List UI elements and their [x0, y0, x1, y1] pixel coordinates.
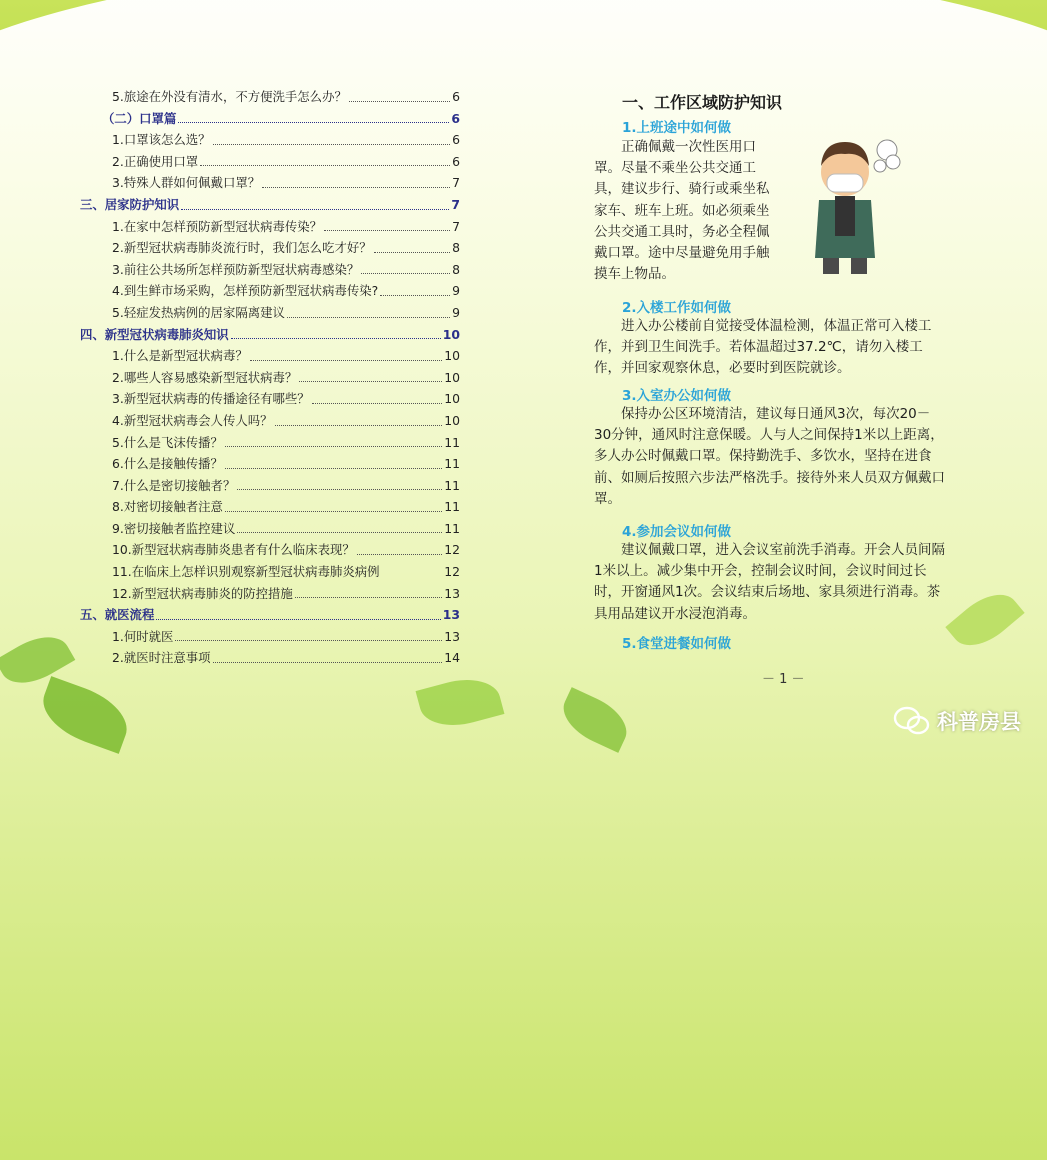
toc-entry-title: 11.在临床上怎样识别观察新型冠状病毒肺炎病例	[112, 564, 380, 580]
toc-entry-title: 4.到生鲜市场采购，怎样预防新型冠状病毒传染?	[112, 283, 379, 299]
toc-entry	[80, 561, 460, 583]
paragraph-line: 罩。尽量不乘坐公共交通工	[594, 160, 756, 177]
toc-page-number: 13	[444, 628, 460, 644]
paragraph-line: 戴口罩。途中尽量避免用手触	[594, 245, 770, 262]
table-of-contents	[80, 86, 460, 669]
toc-page-number: 10	[444, 369, 460, 385]
toc-page-number: 6	[452, 89, 460, 104]
toc-section-entry	[80, 108, 460, 130]
toc-leader-dots	[175, 626, 442, 642]
toc-leader-dots	[250, 345, 442, 361]
toc-leader-dots	[181, 194, 449, 210]
toc-entry-title: 10.新型冠状病毒肺炎患者有什么临床表现？	[112, 542, 355, 558]
toc-entry-title: 1.在家中怎样预防新型冠状病毒传染？	[112, 218, 323, 234]
toc-entry-title: 12.新型冠状病毒肺炎的防控措施	[112, 585, 293, 601]
toc-entry	[80, 583, 460, 605]
toc-page-number: 12	[444, 564, 460, 580]
toc-entry	[80, 453, 460, 475]
toc-entry-title: 5.旅途在外没有清水，不方便洗手怎么办？	[112, 89, 347, 104]
toc-leader-dots	[349, 86, 450, 102]
toc-page-number: 10	[444, 412, 460, 428]
toc-entry	[80, 647, 460, 669]
paragraph-line: 家车、班车上班。如必须乘坐	[594, 202, 770, 219]
toc-entry	[80, 151, 460, 173]
subsection-title: 5.食堂进餐如何做	[622, 636, 732, 652]
toc-leader-dots	[262, 172, 450, 188]
toc-leader-dots	[156, 604, 440, 620]
toc-entry	[80, 432, 460, 454]
toc-entry	[80, 626, 460, 648]
toc-page-number: 11	[444, 477, 460, 493]
paragraph-line: 正确佩戴一次性医用口	[621, 139, 756, 155]
toc-leader-dots	[225, 453, 442, 469]
toc-page-number: 12	[444, 542, 460, 558]
toc-page-number: 11	[444, 520, 460, 536]
toc-leader-dots	[357, 539, 442, 555]
toc-page-number: 7	[452, 175, 460, 191]
toc-page-number: 11	[444, 434, 460, 450]
toc-page-number: 8	[452, 261, 460, 277]
toc-leader-dots	[361, 259, 450, 275]
toc-page-number: 13	[444, 585, 460, 601]
toc-entry	[80, 172, 460, 194]
toc-page-number: 6	[452, 132, 460, 148]
toc-entry-title: 2.就医时注意事项	[112, 650, 211, 666]
toc-leader-dots	[178, 108, 449, 124]
toc-entry-title: 五、就医流程	[80, 607, 155, 623]
toc-page-number: 14	[444, 650, 460, 666]
toc-entry	[80, 129, 460, 151]
toc-leader-dots	[231, 324, 441, 340]
section-title: 一、工作区域防护知识	[622, 93, 783, 112]
toc-leader-dots	[225, 432, 442, 448]
toc-section-entry	[80, 604, 460, 626]
toc-page-number: 11	[444, 456, 460, 472]
toc-leader-dots	[374, 237, 450, 253]
toc-leader-dots	[213, 647, 443, 663]
toc-page	[0, 0, 523, 752]
toc-entry-title: 2.新型冠状病毒肺炎流行时，我们怎么吃才好？	[112, 240, 372, 256]
toc-page-number: 11	[444, 499, 460, 515]
toc-leader-dots	[382, 561, 443, 577]
toc-leader-dots	[237, 518, 442, 534]
wechat-icon	[893, 706, 931, 736]
section-3-body	[594, 404, 946, 510]
toc-page-number: 10	[444, 348, 460, 364]
toc-leader-dots	[200, 151, 450, 167]
toc-leader-dots	[312, 388, 443, 404]
toc-entry-title: 2.正确使用口罩	[112, 153, 199, 169]
paragraph-line: 具，建议步行、骑行或乘坐私	[594, 181, 770, 198]
toc-entry-title: 3.新型冠状病毒的传播途径有哪些？	[112, 391, 310, 407]
subsection-title: 3.入室办公如何做	[622, 388, 732, 404]
toc-entry-title: 5.轻症发热病例的居家隔离建议	[112, 304, 285, 320]
toc-entry-title: 3.特殊人群如何佩戴口罩？	[112, 175, 261, 191]
toc-leader-dots	[213, 129, 451, 145]
toc-entry	[80, 367, 460, 389]
toc-entry	[80, 475, 460, 497]
toc-page-number: 9	[452, 304, 460, 320]
paragraph-line: 公共交通工具时，务必全程佩	[594, 223, 770, 240]
toc-page-number: 8	[452, 240, 460, 256]
masked-person-illustration	[805, 130, 903, 280]
toc-leader-dots	[380, 280, 450, 296]
toc-entry-title: 6.什么是接触传播？	[112, 456, 223, 472]
toc-entry-title: 9.密切接触者监控建议	[112, 520, 236, 536]
toc-entry	[80, 388, 460, 410]
speech-cloud-icon	[874, 140, 900, 172]
toc-entry-title: 8.对密切接触者注意	[112, 499, 223, 515]
toc-leader-dots	[324, 216, 450, 232]
toc-entry	[80, 302, 460, 324]
toc-leader-dots	[275, 410, 443, 426]
subsection-title: 1.上班途中如何做	[622, 120, 732, 136]
paragraph-line: 摸车上物品。	[594, 266, 675, 283]
toc-section-entry	[80, 194, 460, 216]
toc-page-number: 6	[451, 110, 460, 126]
toc-entry-title: （二）口罩篇	[102, 110, 177, 126]
toc-entry-title: 四、新型冠状病毒肺炎知识	[80, 326, 229, 342]
section-4-body	[594, 540, 946, 625]
toc-entry-title: 5.什么是飞沫传播？	[112, 434, 223, 450]
toc-page-number: 10	[444, 391, 460, 407]
paragraph: 进入办公楼前自觉接受体温检测，体温正常可入楼工作，并到卫生间洗手。若体温超过37.2℃，请勿入楼工作，并回家观察休息，必要时到医院就诊。	[594, 318, 932, 377]
toc-entry-title: 7.什么是密切接触者？	[112, 477, 236, 493]
toc-leader-dots	[237, 475, 442, 491]
toc-entry	[80, 86, 460, 108]
toc-section-entry	[80, 324, 460, 346]
toc-leader-dots	[299, 367, 442, 383]
toc-entry	[80, 410, 460, 432]
toc-page-number: 7	[451, 196, 460, 212]
toc-entry	[80, 216, 460, 238]
toc-page-number: 9	[452, 283, 460, 299]
toc-page-number: 10	[442, 326, 460, 342]
subsection-title: 2.入楼工作如何做	[622, 300, 732, 316]
watermark-text: 科普房县	[937, 710, 1021, 734]
watermark-logo	[893, 706, 1021, 736]
toc-entry	[80, 345, 460, 367]
toc-page-number: 6	[452, 153, 460, 169]
section-2-body	[594, 316, 946, 380]
toc-entry-title: 2.哪些人容易感染新型冠状病毒？	[112, 369, 298, 385]
subsection-title: 4.参加会议如何做	[622, 524, 732, 540]
toc-entry-title: 三、居家防护知识	[80, 196, 180, 212]
toc-entry-title: 1.何时就医	[112, 628, 174, 644]
section-1-body	[594, 137, 808, 285]
toc-entry	[80, 259, 460, 281]
toc-entry	[80, 496, 460, 518]
toc-entry	[80, 280, 460, 302]
toc-entry-title: 4.新型冠状病毒会人传人吗？	[112, 412, 273, 428]
toc-page-number: 7	[452, 218, 460, 234]
toc-entry	[80, 237, 460, 259]
toc-entry-title: 1.什么是新型冠状病毒？	[112, 348, 248, 364]
paragraph: 建议佩戴口罩，进入会议室前洗手消毒。开会人员间隔1米以上。减少集中开会，控制会议时间，会议时间过长时，开窗通风1次。会议结束后场地、家具须进行消毒。茶具用品建议开水浸泡消毒。	[594, 542, 945, 622]
toc-leader-dots	[295, 583, 442, 599]
toc-entry-title: 3.前往公共场所怎样预防新型冠状病毒感染？	[112, 261, 360, 277]
toc-page-number: 13	[442, 607, 460, 623]
toc-leader-dots	[225, 496, 442, 512]
paragraph: 保持办公区环境清洁，建议每日通风3次，每次20－30分钟，通风时注意保暖。人与人之间保持1米以上距离，多人办公时佩戴口罩。保持勤洗手、多饮水，坚持在进食前、如厕后按照六步法严格洗手。接待外来人员双方佩戴口罩。	[594, 406, 945, 507]
toc-entry-title: 1.口罩该怎么选？	[112, 132, 211, 148]
page-number: － 1 －	[762, 672, 805, 687]
toc-entry	[80, 518, 460, 540]
toc-leader-dots	[287, 302, 450, 318]
toc-entry	[80, 539, 460, 561]
